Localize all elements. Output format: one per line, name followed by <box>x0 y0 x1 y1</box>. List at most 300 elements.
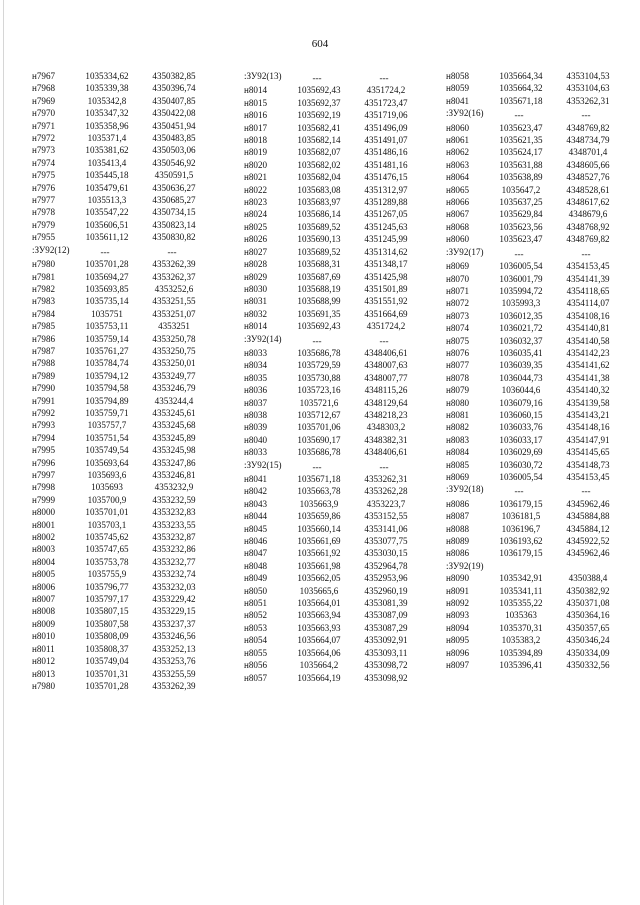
y-coordinate: 4350483,85 <box>152 133 196 144</box>
y-coordinate: 4350830,82 <box>152 232 196 243</box>
coordinate-row <box>244 134 420 146</box>
y-coordinate: 4354140,32 <box>566 385 610 396</box>
point-id: н8040 <box>244 434 268 445</box>
page-edge <box>3 0 4 905</box>
y-coordinate: 4350685,27 <box>152 195 196 206</box>
y-coordinate: 4348406,61 <box>364 447 408 458</box>
y-coordinate: 4354153,45 <box>566 261 610 272</box>
coordinate-row <box>32 231 208 243</box>
y-coordinate: 4350451,94 <box>152 120 196 131</box>
x-coordinate: 1035686,78 <box>297 447 341 458</box>
y-coordinate: 4351348,17 <box>364 259 408 270</box>
y-coordinate: 4353245,98 <box>152 445 196 456</box>
coordinate-row <box>446 421 622 433</box>
x-coordinate: 1035661,98 <box>297 560 341 571</box>
x-coordinate: 1035749,04 <box>85 656 129 667</box>
point-id: н8059 <box>446 83 470 94</box>
point-id: н8000 <box>32 507 56 518</box>
y-coordinate: 4348527,76 <box>566 172 610 183</box>
point-id: н8068 <box>446 221 470 232</box>
parcel-header-row <box>446 560 622 572</box>
coordinate-row <box>32 219 208 231</box>
x-coordinate: 1035341,11 <box>499 585 543 596</box>
x-coordinate: 1035342,8 <box>87 95 127 106</box>
coordinate-column-1 <box>32 70 208 692</box>
coordinate-row <box>446 233 622 245</box>
point-id: н8084 <box>446 447 470 458</box>
coordinate-row <box>32 295 208 307</box>
point-id: н8042 <box>244 486 268 497</box>
x-coordinate: 1035747,65 <box>85 544 129 555</box>
x-coordinate: 1035664,2 <box>299 660 339 671</box>
x-coordinate: 1035701,28 <box>85 259 129 270</box>
y-coordinate: 4354145,65 <box>566 447 610 458</box>
y-coordinate: 4350546,92 <box>152 157 196 168</box>
x-coordinate: 1036039,35 <box>499 360 543 371</box>
y-coordinate: 4350734,15 <box>152 207 196 218</box>
x-coordinate: 1035682,07 <box>297 147 341 158</box>
coordinate-row <box>244 146 420 158</box>
x-coordinate: 1035371,4 <box>87 133 127 144</box>
y-coordinate: 4353229,15 <box>152 606 196 617</box>
page-number: 604 <box>311 38 329 50</box>
coordinate-row <box>244 485 420 497</box>
point-id: н8081 <box>446 409 470 420</box>
x-coordinate: 1035661,69 <box>297 536 341 547</box>
point-id: н8054 <box>244 635 268 646</box>
y-coordinate: 4351724,2 <box>366 321 406 332</box>
y-coordinate: 4353246,81 <box>152 470 196 480</box>
coordinate-row <box>32 120 208 132</box>
coordinate-row <box>32 531 208 543</box>
x-coordinate: 1035664,19 <box>297 672 341 683</box>
coordinate-row <box>32 333 208 345</box>
x-coordinate: 1035687,69 <box>297 271 341 282</box>
coordinate-row <box>446 70 622 82</box>
x-coordinate: --- <box>312 461 322 472</box>
point-id: н8050 <box>244 585 268 596</box>
point-id: н7979 <box>32 219 56 230</box>
y-coordinate: 4354142,23 <box>566 347 610 358</box>
x-coordinate: 1035808,37 <box>85 643 129 654</box>
point-id: н8078 <box>446 372 470 383</box>
x-coordinate: 1036179,15 <box>499 498 543 509</box>
point-id: н8019 <box>244 147 268 158</box>
point-id: н7992 <box>32 407 56 418</box>
point-id: н8075 <box>446 335 470 346</box>
y-coordinate: 4353262,39 <box>152 680 196 691</box>
x-coordinate: 1035723,16 <box>297 385 341 396</box>
y-coordinate: 4353262,31 <box>364 474 408 484</box>
coordinate-row <box>32 543 208 555</box>
point-id: н7976 <box>32 182 56 193</box>
coordinate-row <box>446 510 622 522</box>
x-coordinate: 1036193,62 <box>499 536 543 547</box>
y-coordinate: 4348115,26 <box>364 385 408 396</box>
point-id: н7999 <box>32 494 56 505</box>
y-coordinate: 4353232,03 <box>152 581 196 592</box>
coordinate-row <box>244 359 420 371</box>
y-coordinate: 4353251,55 <box>152 296 196 307</box>
point-id: н8026 <box>244 234 268 245</box>
point-id: н7975 <box>32 170 56 181</box>
parcel-label: :ЗУ92(19) <box>446 560 484 571</box>
coordinate-row <box>32 457 208 469</box>
parcel-label: :ЗУ92(12) <box>32 244 70 255</box>
point-id: н8082 <box>446 422 470 433</box>
x-coordinate: 1035690,13 <box>297 234 341 245</box>
parcel-header-row <box>446 246 622 260</box>
point-id: н7978 <box>32 207 56 218</box>
x-coordinate: 1035761,27 <box>85 345 129 356</box>
point-id: н7982 <box>32 283 56 294</box>
point-id: н8079 <box>446 385 470 396</box>
coordinate-row <box>244 208 420 220</box>
y-coordinate: 4351476,15 <box>364 172 408 183</box>
coordinate-row <box>32 271 208 283</box>
point-id: н7980 <box>32 680 56 691</box>
y-coordinate: 4354114,07 <box>566 298 610 309</box>
coordinate-row <box>446 335 622 347</box>
x-coordinate: 1035334,62 <box>85 71 129 81</box>
x-coordinate: 1035660,14 <box>297 523 341 534</box>
y-coordinate: 4350346,24 <box>566 635 610 646</box>
x-coordinate: 1036060,15 <box>499 409 543 420</box>
x-coordinate: 1035623,47 <box>499 234 543 245</box>
coordinate-row <box>32 605 208 617</box>
point-id: н8009 <box>32 618 56 629</box>
x-coordinate: 1036044,6 <box>501 385 541 396</box>
coordinate-row <box>446 535 622 547</box>
x-coordinate: 1035363 <box>505 610 537 621</box>
y-coordinate: 4351312,97 <box>364 184 408 195</box>
point-id: н7989 <box>32 370 56 381</box>
y-coordinate: 4348769,82 <box>566 234 610 245</box>
coordinate-row <box>244 597 420 609</box>
coordinate-row <box>446 446 622 458</box>
coordinate-row <box>244 609 420 621</box>
y-coordinate: 4345884,88 <box>566 511 610 522</box>
x-coordinate: 1035994,72 <box>499 285 543 296</box>
y-coordinate: --- <box>379 461 389 472</box>
y-coordinate: 4353098,92 <box>364 672 408 683</box>
y-coordinate: 4353081,39 <box>364 598 408 609</box>
x-coordinate: 1035755,9 <box>87 569 127 580</box>
x-coordinate: 1035394,89 <box>499 647 543 658</box>
y-coordinate: 4353244,4 <box>154 395 194 406</box>
y-coordinate: 4353098,72 <box>364 660 408 671</box>
y-coordinate: 4345884,12 <box>566 523 610 534</box>
point-id: н8063 <box>446 159 470 170</box>
x-coordinate: 1035347,32 <box>85 108 129 119</box>
coordinate-row <box>446 409 622 421</box>
coordinate-row <box>32 82 208 94</box>
x-coordinate: 1036030,72 <box>499 459 543 470</box>
coordinate-row <box>244 622 420 634</box>
coordinate-row <box>446 122 622 134</box>
coordinate-row <box>32 107 208 119</box>
x-coordinate: 1035701,06 <box>297 422 341 433</box>
point-id: н8016 <box>244 110 268 121</box>
point-id: н7986 <box>32 333 56 344</box>
coordinate-row <box>244 473 420 485</box>
x-coordinate: 1036181,5 <box>501 511 541 522</box>
y-coordinate: 4348218,23 <box>364 409 408 420</box>
x-coordinate: 1035683,08 <box>297 184 341 195</box>
coordinate-row <box>446 310 622 322</box>
coordinate-row <box>32 182 208 194</box>
point-id: н8033 <box>244 447 268 458</box>
y-coordinate: 4354140,58 <box>566 335 610 346</box>
coordinate-row <box>32 568 208 580</box>
point-id: н8007 <box>32 594 56 605</box>
y-coordinate: 4350357,65 <box>566 622 610 633</box>
x-coordinate: 1036033,76 <box>499 422 543 433</box>
parcel-label: :ЗУ92(18) <box>446 484 484 495</box>
y-coordinate: 4353087,29 <box>364 622 408 633</box>
x-coordinate: 1036035,41 <box>499 347 543 358</box>
point-id: н8010 <box>32 631 56 642</box>
point-id: н8092 <box>446 598 470 609</box>
point-id: н7970 <box>32 108 56 119</box>
y-coordinate: 4348769,82 <box>566 122 610 133</box>
x-coordinate: 1035671,18 <box>499 95 543 106</box>
coordinate-row <box>244 510 420 522</box>
coordinate-row <box>32 70 208 82</box>
coordinate-row <box>446 146 622 158</box>
x-coordinate: 1035662,05 <box>297 573 341 584</box>
point-id: н8045 <box>244 523 268 534</box>
coordinate-row <box>446 322 622 334</box>
x-coordinate: 1035692,43 <box>297 321 341 332</box>
y-coordinate: 4351245,99 <box>364 234 408 245</box>
y-coordinate: --- <box>581 248 591 259</box>
point-id: н8006 <box>32 581 56 592</box>
x-coordinate: 1035759,14 <box>85 333 129 344</box>
point-id: н8069 <box>446 472 470 482</box>
x-coordinate: 1035751,54 <box>85 432 129 443</box>
y-coordinate: 4353246,79 <box>152 383 196 394</box>
y-coordinate: 4348528,61 <box>566 184 610 195</box>
coordinate-row <box>446 585 622 597</box>
y-coordinate: 4353141,06 <box>364 523 408 534</box>
y-coordinate: 4348007,63 <box>364 360 408 371</box>
x-coordinate: 1035663,94 <box>297 610 341 621</box>
coordinate-row <box>446 572 622 584</box>
coordinate-row <box>244 647 420 659</box>
y-coordinate: 4353030,15 <box>364 548 408 559</box>
x-coordinate: 1035682,02 <box>297 159 341 170</box>
point-id: н8038 <box>244 409 268 420</box>
point-id: н8018 <box>244 135 268 146</box>
coordinate-row <box>446 184 622 196</box>
coordinate-row <box>32 432 208 444</box>
coordinate-row <box>244 159 420 171</box>
coordinate-row <box>244 659 420 671</box>
x-coordinate: 1035686,14 <box>297 209 341 220</box>
point-id: н8069 <box>446 261 470 272</box>
point-id: н8027 <box>244 246 268 257</box>
point-id: н7994 <box>32 432 56 443</box>
point-id: н8067 <box>446 209 470 220</box>
point-id: н8080 <box>446 397 470 408</box>
x-coordinate: 1036005,54 <box>499 261 543 272</box>
x-coordinate: 1035606,51 <box>85 219 129 230</box>
x-coordinate: 1035729,59 <box>297 360 341 371</box>
parcel-label: :ЗУ92(14) <box>244 333 282 344</box>
x-coordinate: 1035784,74 <box>85 358 129 369</box>
y-coordinate: 4353252,13 <box>152 643 196 654</box>
coordinate-row <box>244 560 420 572</box>
parcel-header-row <box>244 70 420 84</box>
x-coordinate: 1035358,96 <box>85 120 129 131</box>
x-coordinate: 1035807,58 <box>85 618 129 629</box>
coordinate-row <box>32 481 208 493</box>
x-coordinate: 1035342,91 <box>499 573 543 584</box>
x-coordinate: --- <box>514 486 524 497</box>
x-coordinate: 1035623,56 <box>499 221 543 232</box>
y-coordinate: 4354148,73 <box>566 459 610 470</box>
y-coordinate: 4348617,62 <box>566 197 610 208</box>
x-coordinate: 1035692,37 <box>297 97 341 108</box>
point-id: н8041 <box>244 474 268 484</box>
x-coordinate: 1035396,41 <box>499 660 543 671</box>
coordinate-row <box>446 171 622 183</box>
point-id: н8033 <box>244 347 268 358</box>
y-coordinate: --- <box>379 73 389 83</box>
x-coordinate: 1035794,89 <box>85 395 129 406</box>
coordinate-row <box>32 668 208 680</box>
x-coordinate: 1035693,85 <box>85 283 129 294</box>
y-coordinate: 4351481,16 <box>364 159 408 170</box>
x-coordinate: --- <box>514 110 524 121</box>
x-coordinate: 1036005,54 <box>499 472 543 482</box>
x-coordinate: 1035689,52 <box>297 221 341 232</box>
point-id: н7988 <box>32 358 56 369</box>
parcel-header-row <box>446 107 622 121</box>
y-coordinate: 4353249,77 <box>152 370 196 381</box>
coordinate-row <box>446 134 622 146</box>
coordinate-row <box>32 95 208 107</box>
coordinate-row <box>244 184 420 196</box>
x-coordinate: 1036012,35 <box>499 310 543 321</box>
coordinate-row <box>446 208 622 220</box>
y-coordinate: 4353262,37 <box>152 271 196 282</box>
point-id: н8071 <box>446 285 470 296</box>
point-id: н7969 <box>32 95 56 106</box>
coordinate-row <box>446 622 622 634</box>
coordinate-row <box>32 519 208 531</box>
coordinate-row <box>446 609 622 621</box>
x-coordinate: --- <box>312 73 322 83</box>
coordinate-row <box>446 471 622 483</box>
y-coordinate: 4352953,96 <box>364 573 408 584</box>
x-coordinate: 1035623,47 <box>499 122 543 133</box>
x-coordinate: 1035445,18 <box>85 170 129 181</box>
x-coordinate: 1035730,88 <box>297 372 341 383</box>
x-coordinate: 1035692,19 <box>297 110 341 121</box>
y-coordinate: 4351719,06 <box>364 110 408 121</box>
y-coordinate: 4351664,69 <box>364 308 408 319</box>
coordinate-row <box>244 271 420 283</box>
y-coordinate: 4352960,19 <box>364 585 408 596</box>
point-id: н8035 <box>244 372 268 383</box>
x-coordinate: 1035745,62 <box>85 532 129 543</box>
x-coordinate: 1035688,31 <box>297 259 341 270</box>
y-coordinate: 4353247,86 <box>152 457 196 468</box>
point-id: н8052 <box>244 610 268 621</box>
coordinate-row <box>446 372 622 384</box>
y-coordinate: 4353245,68 <box>152 420 196 431</box>
y-coordinate: 4351314,62 <box>364 246 408 257</box>
coordinate-row <box>244 547 420 559</box>
point-id: н8034 <box>244 360 268 371</box>
coordinate-row <box>446 498 622 510</box>
point-id: н8036 <box>244 385 268 396</box>
point-id: н8002 <box>32 532 56 543</box>
x-coordinate: 1035689,52 <box>297 246 341 257</box>
point-id: н8062 <box>446 147 470 158</box>
coordinate-row <box>446 196 622 208</box>
x-coordinate: 1035693,6 <box>87 470 127 480</box>
x-coordinate: 1035663,78 <box>297 486 341 497</box>
coordinate-row <box>446 523 622 535</box>
coordinate-row <box>446 659 622 671</box>
coordinate-row <box>244 283 420 295</box>
point-id: н8097 <box>446 660 470 671</box>
parcel-header-row <box>446 483 622 497</box>
x-coordinate: 1035797,17 <box>85 594 129 605</box>
point-id: н8015 <box>244 97 268 108</box>
y-coordinate: 4350823,14 <box>152 219 196 230</box>
coordinate-row <box>32 308 208 320</box>
coordinate-row <box>244 434 420 446</box>
point-id: н7972 <box>32 133 56 144</box>
point-id: н8003 <box>32 544 56 555</box>
point-id: н7981 <box>32 271 56 282</box>
coordinate-row <box>446 597 622 609</box>
coordinate-row <box>244 233 420 245</box>
coordinate-row <box>446 95 622 107</box>
y-coordinate: 4353077,75 <box>364 536 408 547</box>
y-coordinate: 4353223,7 <box>366 498 406 509</box>
coordinate-row <box>32 618 208 630</box>
x-coordinate: 1035659,86 <box>297 511 341 522</box>
y-coordinate: 4351551,92 <box>364 296 408 307</box>
x-coordinate: 1035753,11 <box>85 321 129 332</box>
coordinate-row <box>32 206 208 218</box>
x-coordinate: 1035690,17 <box>297 434 341 445</box>
y-coordinate: 4350364,16 <box>566 610 610 621</box>
x-coordinate: 1035381,62 <box>85 145 129 156</box>
point-id: н8091 <box>446 585 470 596</box>
x-coordinate: 1035703,1 <box>87 519 127 530</box>
y-coordinate: 4353087,09 <box>364 610 408 621</box>
x-coordinate: 1035686,78 <box>297 347 341 358</box>
coordinate-row <box>446 359 622 371</box>
coordinate-row <box>446 260 622 272</box>
x-coordinate: 1035621,35 <box>499 135 543 146</box>
point-id: н7987 <box>32 345 56 356</box>
x-coordinate: 1035547,22 <box>85 207 129 218</box>
y-coordinate: 4354148,16 <box>566 422 610 433</box>
coordinate-row <box>446 459 622 471</box>
parcel-label: :ЗУ92(16) <box>446 108 484 119</box>
coordinate-row <box>244 84 420 96</box>
point-id: н8094 <box>446 622 470 633</box>
coordinate-row <box>244 672 420 684</box>
y-coordinate: --- <box>379 335 389 346</box>
